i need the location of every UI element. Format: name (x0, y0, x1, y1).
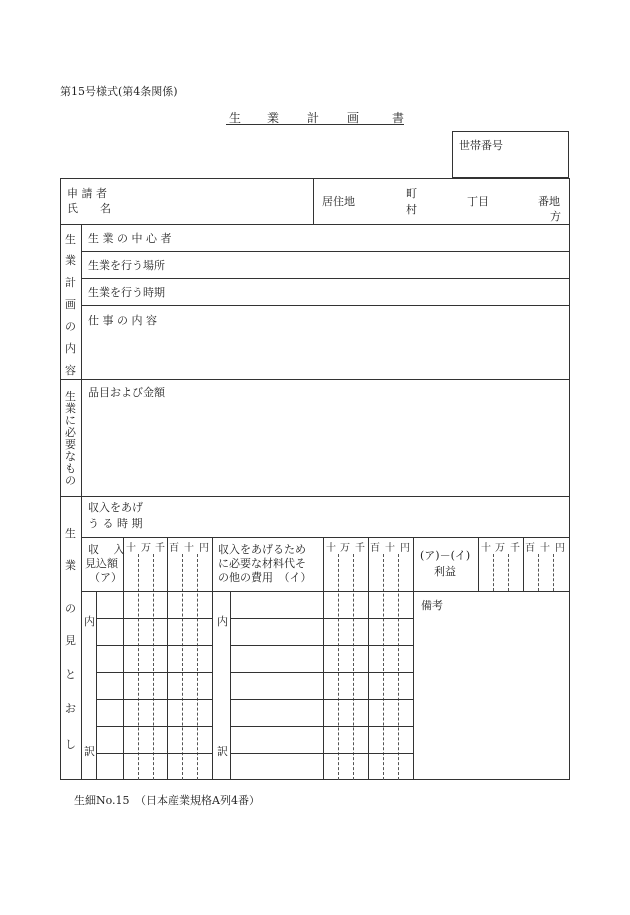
title-char: 画 (347, 111, 360, 125)
divider (167, 537, 168, 780)
plan-side-char: 業 (65, 254, 76, 267)
divider (523, 537, 524, 591)
forecast-side-char: し (65, 738, 76, 751)
divider (81, 278, 570, 279)
divider (230, 753, 413, 754)
digit-label: 十 (184, 543, 194, 554)
cost-breakdown-top: 内 (217, 615, 228, 628)
divider (96, 726, 213, 727)
divider (81, 224, 82, 780)
divider (123, 537, 124, 780)
divider (81, 591, 570, 592)
digit-label: 千 (510, 543, 520, 554)
divider (96, 672, 213, 673)
digit-label: 十 (126, 543, 136, 554)
divider (323, 537, 324, 780)
divider (96, 699, 213, 700)
address-label: 居住地 (322, 195, 355, 208)
divider (60, 379, 570, 380)
plan-side-char: 内 (65, 342, 76, 355)
divider (60, 224, 570, 225)
divider (81, 305, 570, 306)
applicant-label-1: 申 請 者 (67, 187, 107, 200)
plan-side-char: 容 (65, 364, 76, 377)
forecast-side-char: お (65, 702, 76, 715)
forecast-side-char: 業 (65, 559, 76, 572)
profit-label-2: 利益 (434, 565, 456, 578)
digit-label: 千 (355, 543, 365, 554)
divider (313, 178, 314, 224)
cost-label-3: の他の費用 （イ） (218, 571, 312, 584)
cost-breakdown-bottom: 訳 (217, 745, 228, 758)
digit-label: 万 (141, 543, 151, 554)
divider (493, 554, 494, 591)
divider (230, 618, 413, 619)
divider (96, 591, 97, 780)
plan-row-time: 生業を行う時期 (88, 286, 165, 299)
cost-label-1: 収入をあげるため (218, 543, 306, 556)
digit-label: 円 (400, 543, 410, 554)
divider (413, 537, 414, 780)
digit-label: 十 (385, 543, 395, 554)
forecast-side-char: 生 (65, 527, 76, 540)
digit-label: 百 (525, 543, 535, 554)
divider (60, 496, 570, 497)
digit-label: 円 (199, 543, 209, 554)
title-char: 計 (307, 111, 320, 125)
plan-side-char: 画 (65, 298, 76, 311)
divider (96, 618, 213, 619)
divider (212, 537, 213, 780)
forecast-side-char: と (65, 668, 76, 681)
needs-side-char: 必 (65, 426, 76, 439)
needs-side-char: の (65, 474, 76, 487)
plan-row-place: 生業を行う場所 (88, 259, 165, 272)
divider (508, 554, 509, 591)
digit-label: 円 (555, 543, 565, 554)
divider (553, 554, 554, 591)
divider (81, 251, 570, 252)
divider (153, 554, 154, 780)
forecast-side-char: の (65, 602, 76, 615)
digit-label: 千 (155, 543, 165, 554)
mura-label: 村 (406, 203, 417, 216)
digit-label: 十 (481, 543, 491, 554)
plan-row-main-person: 生 業 の 中 心 者 (88, 232, 172, 245)
divider (538, 554, 539, 591)
divider (182, 554, 183, 780)
needs-side-char: に (65, 414, 76, 427)
banchi-label: 番地 (538, 195, 560, 208)
income-breakdown-bottom: 訳 (84, 745, 95, 758)
divider (96, 645, 213, 646)
needs-side-char: 業 (65, 402, 76, 415)
title-underline (226, 124, 404, 125)
plan-side-char: の (65, 320, 76, 333)
title-char: 生 (229, 111, 242, 125)
digit-label: 万 (340, 543, 350, 554)
plan-side-char: 計 (65, 276, 76, 289)
divider (353, 554, 354, 780)
needs-side-char: 要 (65, 438, 76, 451)
divider (138, 554, 139, 780)
divider (197, 554, 198, 780)
divider (368, 537, 369, 780)
income-breakdown-top: 内 (84, 615, 95, 628)
forecast-side-char: 見 (65, 634, 76, 647)
digit-label: 十 (326, 543, 336, 554)
remarks-label: 備考 (421, 599, 443, 612)
digit-label: 十 (540, 543, 550, 554)
divider (383, 554, 384, 780)
divider (230, 672, 413, 673)
divider (230, 645, 413, 646)
divider (96, 753, 213, 754)
timing-label-1: 収入をあげ (88, 501, 143, 514)
divider (338, 554, 339, 780)
title-char: 書 (392, 111, 405, 125)
divider (230, 699, 413, 700)
kata-label: 方 (550, 210, 561, 223)
needs-side-char: も (65, 462, 76, 475)
title-char: 業 (267, 111, 280, 125)
divider (81, 537, 570, 538)
cost-label-2: に必要な材料代そ (218, 557, 306, 570)
needs-side-char: な (65, 450, 76, 463)
income-label-2: 見込額 (85, 557, 118, 570)
machi-label: 町 (406, 187, 417, 200)
digit-label: 百 (370, 543, 380, 554)
digit-label: 万 (495, 543, 505, 554)
timing-label-2: う る 時 期 (88, 517, 143, 530)
divider (230, 591, 231, 780)
plan-row-work: 仕 事 の 内 容 (88, 314, 157, 327)
divider (230, 726, 413, 727)
needs-label: 品目および金額 (88, 386, 165, 399)
plan-side-char: 生 (65, 233, 76, 246)
household-number-label: 世帯番号 (459, 139, 503, 152)
form-number: 第15号様式(第4条関係) (60, 85, 178, 98)
income-label-3: （ア） (89, 571, 122, 584)
income-label-1: 収 入 (88, 543, 125, 556)
applicant-label-2: 氏 名 (67, 202, 111, 215)
form-code-note: 生細No.15 （日本産業規格A列4番） (74, 794, 260, 807)
needs-side-char: 生 (65, 390, 76, 403)
profit-label-1: (ア)－(イ) (420, 549, 471, 562)
digit-label: 百 (169, 543, 179, 554)
divider (478, 537, 479, 591)
chome-label: 丁目 (467, 195, 489, 208)
divider (398, 554, 399, 780)
